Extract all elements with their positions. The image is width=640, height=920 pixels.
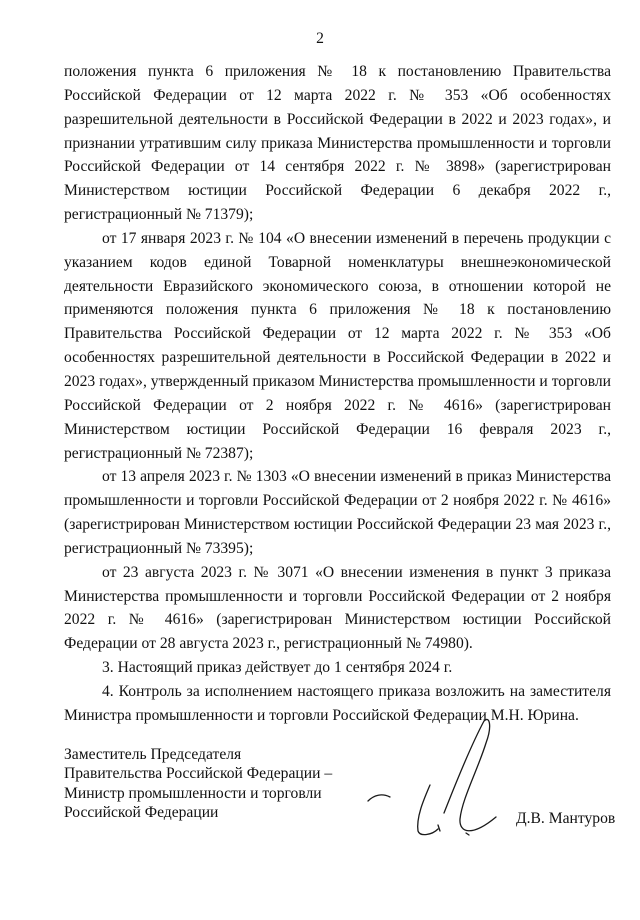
paragraph-item-4: 4. Контроль за исполнением настоящего приказа возложить на заместителя Министра промышленности и торговли Российской Федерации М.Н. Юрина. <box>64 682 611 724</box>
paragraph-order-3071: от 23 августа 2023 г. № 3071 «О внесении изменения в пункт 3 приказа Министерства промышленности и торговли Российской Федерации от 2 ноября 2022 г. № 4616» (зарегистрирован Министерством юстиции Российской Федерации от 28 августа 2023 г., регистрационный № 74980). <box>64 563 611 653</box>
paragraph-item-3: 3. Настоящий приказ действует до 1 сентября 2024 г. <box>102 659 453 677</box>
signer-name: Д.В. Мантуров <box>516 810 616 827</box>
paragraph-continuation: положения пункта 6 приложения № 18 к постановлению Правительства Российской Федерации от 12 марта 2022 г. № 353 «Об особенностях разрешительной деятельности в Российской Федерации в 2022 и 2023 годах», и признании утратившим силу приказа Министерства промышленности и торговли Российской Федерации от 14 сентября 2022 г. № 3898» (зарегистрирован Министерством юстиции Российской Федерации 6 декабря 2022 г., регистрационный № 71379); <box>64 63 611 224</box>
page-number: 2 <box>316 30 324 47</box>
paragraph-order-1303: от 13 апреля 2023 г. № 1303 «О внесении изменений в приказ Министерства промышленности и торговли Российской Федерации от 2 ноября 2022 г. № 4616» (зарегистрирован Министерством юстиции Российской Федерации 23 мая 2023 г., регистрационный № 73395); <box>64 468 611 557</box>
handwritten-signature <box>360 713 520 843</box>
document-body <box>64 60 611 728</box>
paragraph-order-104: от 17 января 2023 г. № 104 «О внесении изменений в перечень продукции с указанием кодов единой Товарной номенклатуры внешнеэкономической деятельности Евразийского экономического союза, в отношении которой не применяются положения пункта 6 приложения № 18 к постановлению Правительства Российской Федерации от 12 марта 2022 г. № 353 «Об особенностях разрешительной деятельности в Российской Федерации в 2022 и 2023 годах», утвержденный приказом Министерства промышленности и торговли Российской Федерации от 2 ноября 2022 г. № 4616» (зарегистрирован Министерством юстиции Российской Федерации 16 февраля 2023 г., регистрационный № 72387); <box>64 229 611 462</box>
signatory-position: Заместитель Председателя Правительства Российской Федерации – Министр промышленности и торговли Российской Федерации <box>64 746 333 821</box>
